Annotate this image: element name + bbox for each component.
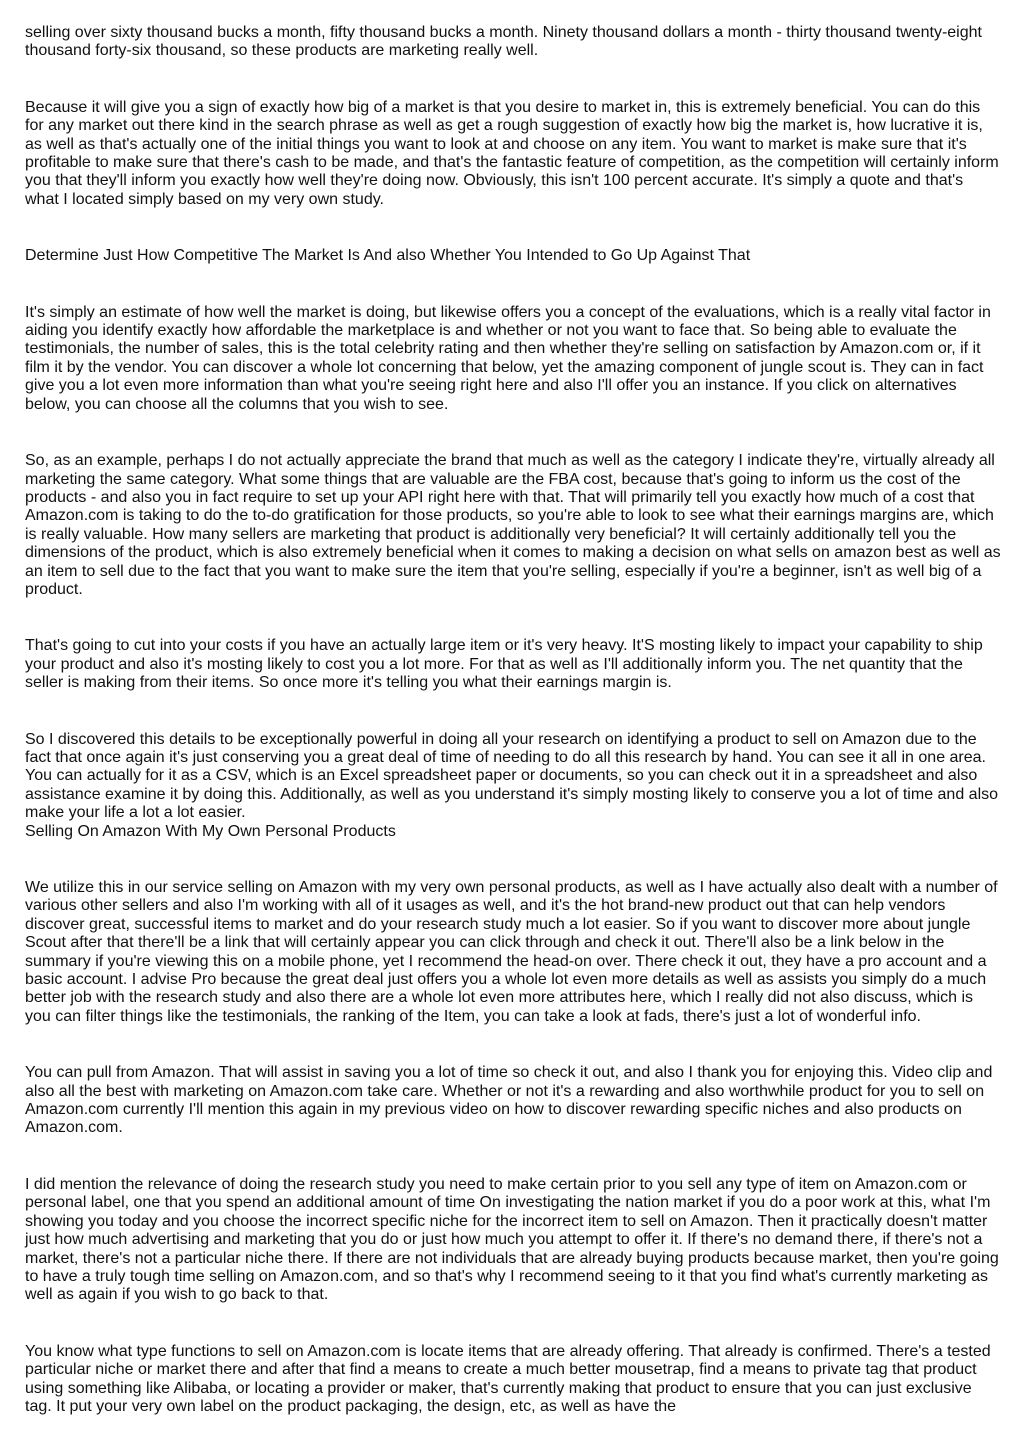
paragraph-text: I did mention the relevance of doing the research study you need to make certain prior to you sell any type of item on Amazon.com or personal label, one that you spend an additional amount of time On investigating the nation market if you do a poor work at this, what I'm showing you today and you choose the incorrect specific niche for the incorrect item to sell on Amazon. Then it practically doesn't matter just how much advertising and marketing that you do or just how much you attempt to offer it. If there's no demand there, if there's not a market, there's not a particular niche there. If there are not individuals that are already buying products because market, then you're going to have a truly tough time selling on Amazon.com, and so that's why I recommend seeing to it that you find what's currently marketing as well as again if you wish to go back to that. bbox=[25, 1175, 999, 1304]
paragraph-5 bbox=[25, 637, 1001, 692]
paragraph-text: You know what type functions to sell on Amazon.com is locate items that are already offering. That already is confirmed. There's a tested particular niche or market there and after that find a means to create a much better mousetrap, find a means to private tag that product using something like Alibaba, or locating a provider or maker, that's currently making that product to ensure that you can just exclusive tag. It put your very own label on the product packaging, the design, etc, as well as have the bbox=[25, 1342, 991, 1415]
paragraph-text: selling over sixty thousand bucks a month, fifty thousand bucks a month. Ninety thousand dollars a month - thirty thousand twenty-eight thousand forty-six thousand, so these products are marketing really well. bbox=[25, 24, 982, 60]
document-page bbox=[25, 24, 1001, 1416]
section-heading-selling: Selling On Amazon With My Own Personal Products bbox=[25, 822, 396, 840]
paragraph-7 bbox=[25, 879, 1001, 1026]
paragraph-10 bbox=[25, 1343, 1001, 1417]
paragraph-text: So, as an example, perhaps I do not actually appreciate the brand that much as well as the category I indicate they're, virtually already all marketing the same category. What some things that are valuable are the FBA cost, because that's going to inform us the cost of the products - and also you in fact require to set up your API right here with that. That will primarily tell you exactly how much of a cost that Amazon.com is taking to do the to-do gratification for those products, so you're able to look to see what their earnings margins are, which is really valuable. How many sellers are marketing that product is additionally very beneficial? It will certainly additionally tell you the dimensions of the product, which is also extremely beneficial when it comes to making a decision on what sells on amazon best as well as an item to sell due to the fact that you want to make sure the item that you're selling, especially if you're a beginner, isn't as well big of a product. bbox=[25, 452, 1001, 598]
paragraph-9 bbox=[25, 1176, 1001, 1305]
paragraph-2 bbox=[25, 99, 1001, 209]
paragraph-text: So I discovered this details to be exceptionally powerful in doing all your research on identifying a product to sell on Amazon due to the fact that once again it's just conserving you a great deal of time of needing to do all this research by hand. You can see it all in one area. You can actually for it as a CSV, which is an Excel spreadsheet paper or documents, so you can check out it in a spreadsheet and also assistance examine it by doing this. Additionally, as well as you understand it's simply mosting likely to conserve you a lot of time and also make your life a lot a lot easier. bbox=[25, 730, 999, 822]
paragraph-8 bbox=[25, 1064, 1001, 1138]
paragraph-1 bbox=[25, 24, 1001, 61]
paragraph-text: We utilize this in our service selling on Amazon with my very own personal products, as well as I have actually also dealt with a number of various other sellers and also I'm working with all of it usages as well, and it's the hot brand-new product out that can help vendors discover great, successful items to market and do your research study much a lot easier. So if you want to discover more about jungle Scout after that there'll be a link that will certainly appear you can click through and check it out. There'll also be a link below in the summary if you're viewing this on a mobile phone, yet I recommend the head-on over. There check it out, they have a pro account and a basic account. I advise Pro because the great deal just offers you a whole lot even more details as well as assists you simply do a much better job with the research study and also there are a whole lot even more attributes here, which I really did not also discuss, which is you can filter things like the testimonials, the ranking of the Item, you can take a look at fads, there's just a lot of wonderful info. bbox=[25, 879, 998, 1025]
section-heading-competition: Determine Just How Competitive The Market Is And also Whether You Intended to Go Up Against That bbox=[25, 247, 751, 265]
paragraph-text: You can pull from Amazon. That will assist in saving you a lot of time so check it out, and also I thank you for enjoying this. Video clip and also all the best with marketing on Amazon.com take care. Whether or not it's a rewarding and also worthwhile product for you to sell on Amazon.com currently I'll mention this again in my previous video on how to discover rewarding specific niches and also products on Amazon.com. bbox=[25, 1064, 993, 1137]
paragraph-3 bbox=[25, 304, 1001, 414]
paragraph-text: That's going to cut into your costs if you have an actually large item or it's very heavy. It'S mosting likely to impact your capability to ship your product and also it's mosting likely to cost you a lot more. For that as well as I'll additionally inform you. The net quantity that the seller is making from their items. So once more it's telling you what their earnings margin is. bbox=[25, 637, 983, 692]
paragraph-6 bbox=[25, 731, 1001, 823]
paragraph-4 bbox=[25, 452, 1001, 599]
paragraph-text: Because it will give you a sign of exactly how big of a market is that you desire to market in, this is extremely beneficial. You can do this for any market out there kind in the search phrase as well as get a rough suggestion of exactly how big the market is, how lucrative it is, as well as that's actually one of the initial things you want to look at and choose on any item. You want to market is make sure that it's profitable to make sure that there's cash to be made, and that's the fantastic feature of competition, as the competition will certainly inform you that they'll inform you exactly how well they're doing now. Obviously, this isn't 100 percent accurate. It's simply a quote and that's what I located simply based on my very own study. bbox=[25, 98, 999, 208]
paragraph-text: It's simply an estimate of how well the market is doing, but likewise offers you a concept of the evaluations, which is a really vital factor in aiding you identify exactly how affordable the marketplace is and whether or not you want to face that. So being able to evaluate the testimonials, the number of sales, this is the total celebrity rating and then whether they're selling on satisfaction by Amazon.com or, if it film it by the vendor. You can discover a whole lot concerning that below, yet the amazing component of jungle scout is. They can in fact give you a lot even more information than what you're seeing right here and also I'll offer you an instance. If you click on alternatives below, you can choose all the columns that you wish to see. bbox=[25, 303, 991, 413]
